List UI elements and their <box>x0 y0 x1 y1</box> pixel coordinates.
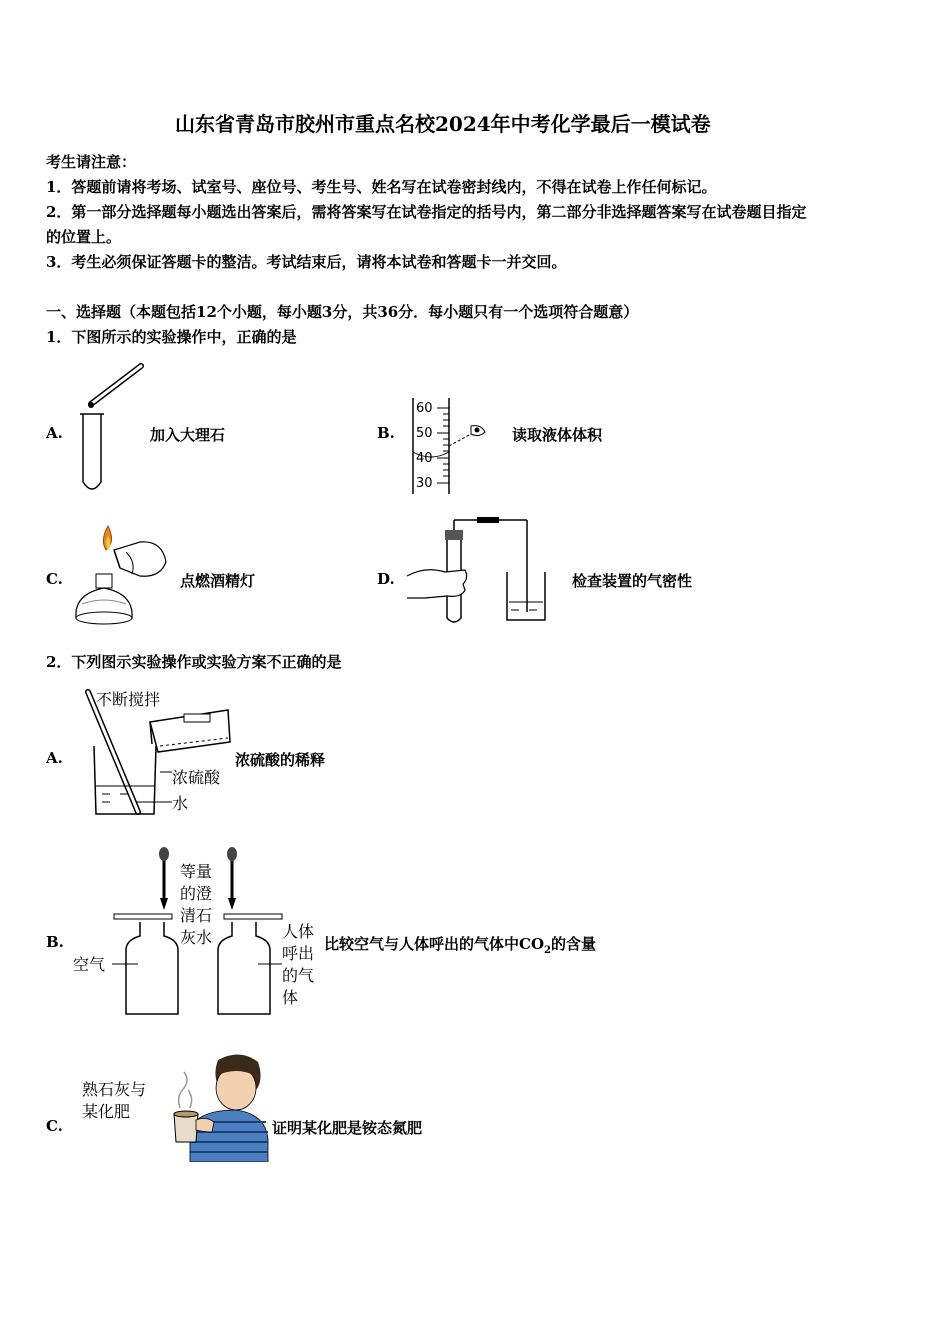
notice-heading: 考生请注意： <box>46 153 137 171</box>
q1-option-a-letter: A. <box>46 424 63 442</box>
q1-option-d-letter: D. <box>377 570 395 588</box>
q1-figure-d-airtightness <box>405 514 560 626</box>
q2-option-b-text <box>324 933 596 956</box>
q2-figure-c-person-sniffing <box>160 1050 272 1162</box>
q2-fig-b-breath-1: 人体 <box>282 922 315 941</box>
q2-option-b-text-post: 的含量 <box>551 935 597 953</box>
notice-item-2-cont: 的位置上。 <box>46 228 122 246</box>
notice-item-1: 1．答题前请将考场、试室号、座位号、考生号、姓名写在试卷密封线内，不得在试卷上作任何标记。 <box>46 178 717 196</box>
q1-fig-b-tick-50: 50 <box>416 426 433 441</box>
q1-fig-b-tick-60: 60 <box>416 401 433 416</box>
q2-fig-b-breath-4: 体 <box>282 988 299 1007</box>
q2-fig-b-breath-3: 的气 <box>282 966 315 985</box>
q1-option-b-letter: B. <box>377 424 395 442</box>
q2-stem: 2．下列图示实验操作或实验方案不正确的是 <box>46 653 342 671</box>
q2-option-b-letter: B. <box>46 933 64 951</box>
q2-option-c-text: 证明某化肥是铵态氮肥 <box>272 1119 423 1137</box>
q1-fig-b-tick-30: 30 <box>416 476 433 491</box>
q2-option-b-formula-sub: 2 <box>544 945 551 956</box>
q2-fig-b-limewater-3: 清石 <box>180 906 213 925</box>
q2-fig-b-limewater-1: 等量 <box>180 862 213 881</box>
q2-option-a-text: 浓硫酸的稀释 <box>235 751 326 769</box>
q1-figure-a-test-tube <box>75 362 150 494</box>
notice-item-2: 2．第一部分选择题每小题选出答案后，需将答案写在试卷指定的括号内，第二部分非选择题答案写在试卷题目指定 <box>46 203 807 221</box>
q1-option-b-text: 读取液体体积 <box>512 426 603 444</box>
q1-option-c-text: 点燃酒精灯 <box>180 572 256 590</box>
q2-option-c-letter: C. <box>46 1117 63 1135</box>
q2-fig-b-breath-2: 呼出 <box>282 944 315 963</box>
q1-fig-b-tick-40: 40 <box>416 451 433 466</box>
q1-figure-c-alcohol-lamp <box>70 522 175 630</box>
q1-option-d-text: 检查装置的气密性 <box>572 572 693 590</box>
q2-fig-b-limewater-2: 的澄 <box>180 884 213 903</box>
q2-fig-a-stir-label: 不断搅拌 <box>96 690 161 709</box>
q2-option-b-text-pre: 比较空气与人体呼出的气体中 <box>324 935 520 953</box>
q2-option-a-letter: A. <box>46 749 63 767</box>
q1-option-c-letter: C. <box>46 570 63 588</box>
page-title: 山东省青岛市胶州市重点名校2024年中考化学最后一模试卷 <box>175 112 711 136</box>
q2-fig-b-limewater-4: 灰水 <box>180 928 213 947</box>
q2-fig-b-air-label: 空气 <box>73 955 106 974</box>
q1-stem: 1．下图所示的实验操作中，正确的是 <box>46 328 297 346</box>
q2-fig-c-label-1: 熟石灰与 <box>82 1080 147 1099</box>
q2-fig-a-water-label: 水 <box>172 794 189 813</box>
q1-option-a-text: 加入大理石 <box>150 426 226 444</box>
q2-fig-c-label-2: 某化肥 <box>82 1102 131 1121</box>
section-heading: 一、选择题（本题包括12个小题，每小题3分，共36分．每小题只有一个选项符合题意） <box>46 303 639 321</box>
q2-option-b-formula: CO <box>519 935 545 953</box>
q2-fig-a-acid-label: 浓硫酸 <box>172 768 221 787</box>
notice-item-3: 3．考生必须保证答题卡的整洁。考试结束后，请将本试卷和答题卡一并交回。 <box>46 253 567 271</box>
